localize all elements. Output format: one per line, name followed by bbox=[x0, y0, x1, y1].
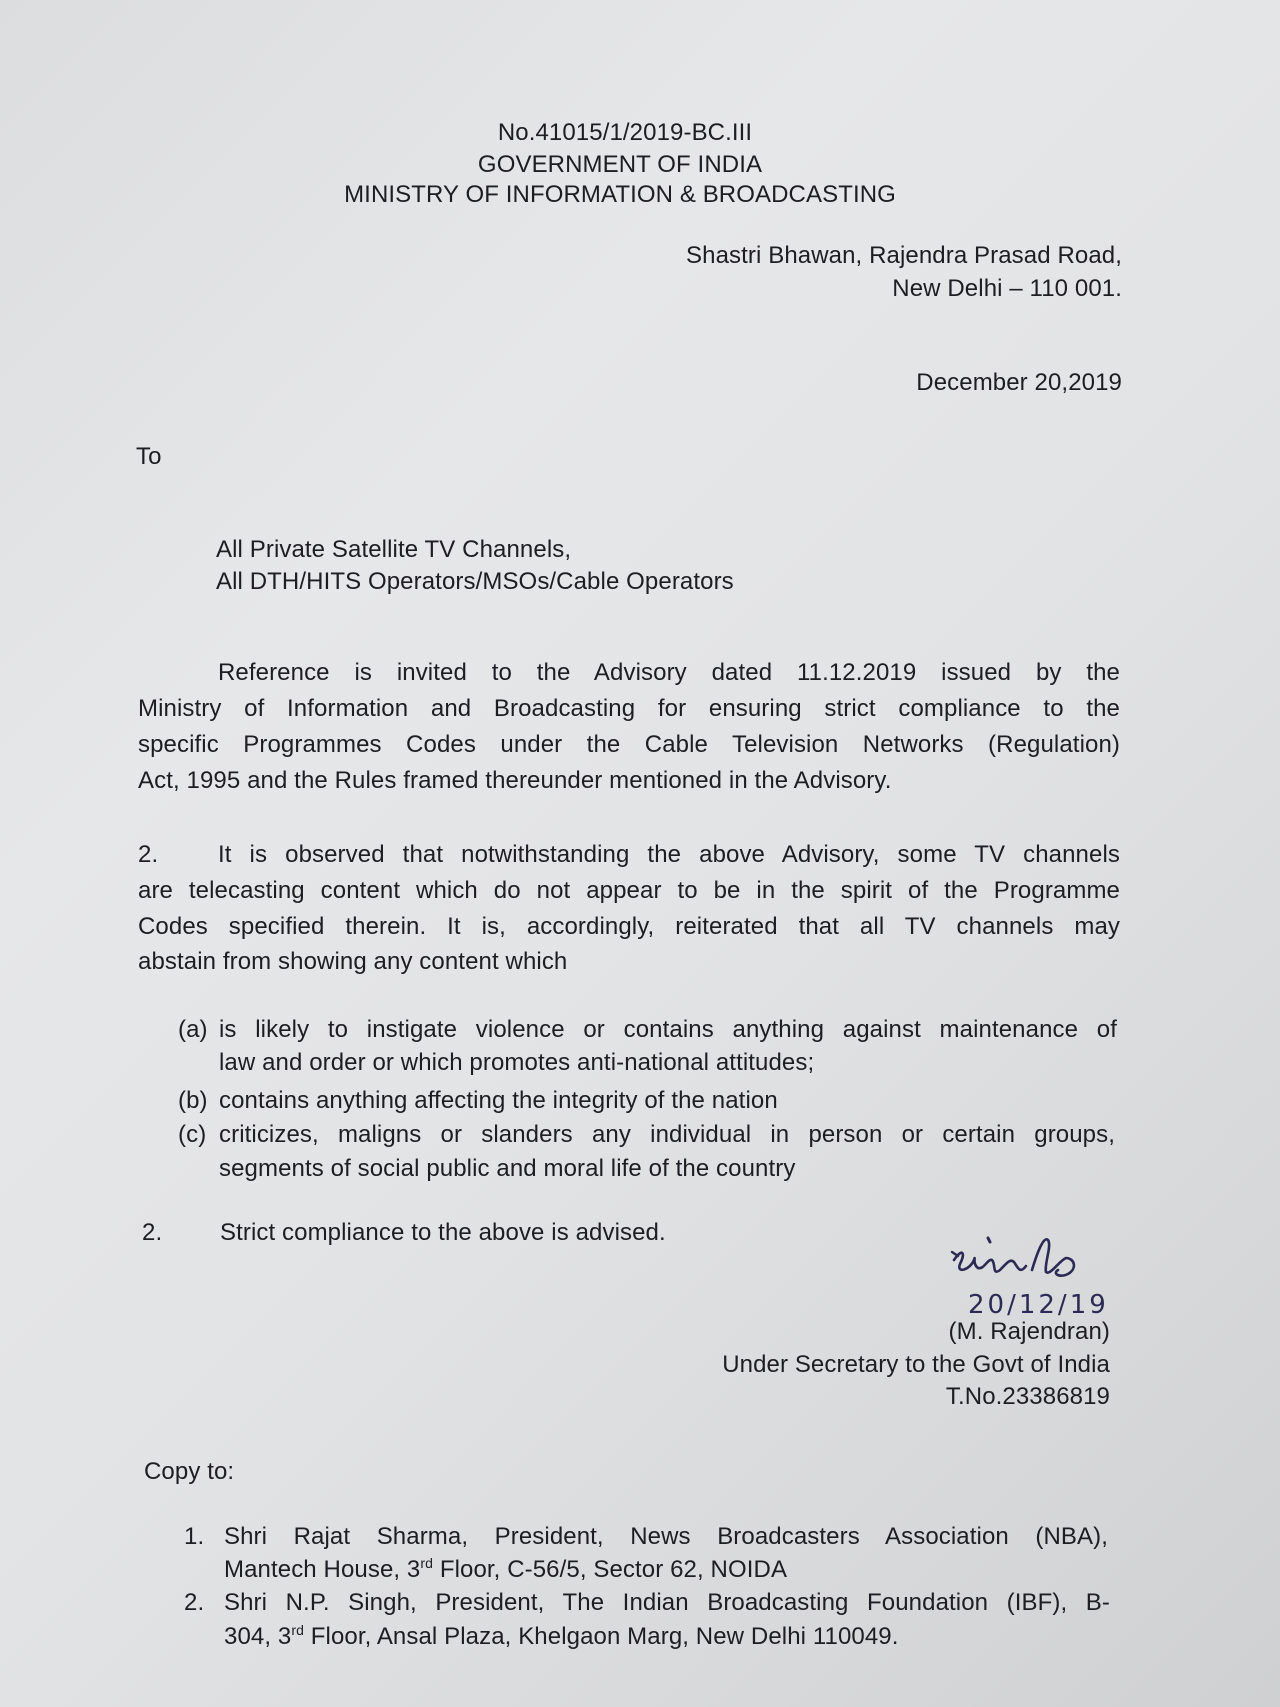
clause-a-label: (a) bbox=[178, 1016, 208, 1043]
letter-date: December 20,2019 bbox=[916, 369, 1122, 396]
copy-item-1-number: 1. bbox=[184, 1523, 205, 1550]
para1-line-4: Act, 1995 and the Rules framed thereunder mentioned in the Advisory. bbox=[138, 767, 892, 794]
clause-b-line-1: contains anything affecting the integrity of the nation bbox=[219, 1087, 778, 1114]
address-line-1: Shastri Bhawan, Rajendra Prasad Road, bbox=[686, 242, 1122, 269]
copy-item-2-line-2: 304, 3rd Floor, Ansal Plaza, Khelgaon Marg, New Delhi 110049. bbox=[224, 1622, 899, 1650]
signatory-phone: T.No.23386819 bbox=[945, 1383, 1110, 1410]
handwritten-date: 20/12/19 bbox=[968, 1290, 1109, 1320]
para2-number: 2. bbox=[138, 841, 159, 868]
government-heading: GOVERNMENT OF INDIA bbox=[477, 151, 763, 178]
file-number: No.41015/1/2019-BC.III bbox=[497, 119, 753, 146]
copy-item-2-number: 2. bbox=[184, 1589, 205, 1616]
signatory-designation: Under Secretary to the Govt of India bbox=[722, 1351, 1110, 1378]
copy-item-1-line-2: Mantech House, 3rd Floor, C-56/5, Sector 62, NOIDA bbox=[224, 1555, 788, 1583]
para3-text: Strict compliance to the above is advised. bbox=[220, 1219, 666, 1246]
clause-b-label: (b) bbox=[178, 1087, 208, 1114]
para1-line-3: specific Programmes Codes under the Cable Television Networks (Regulation) bbox=[138, 731, 1120, 758]
signatory-name: (M. Rajendran) bbox=[948, 1318, 1110, 1345]
clause-c-line-1: criticizes, maligns or slanders any individual in person or certain groups, bbox=[219, 1121, 1115, 1148]
clause-a-line-1: is likely to instigate violence or contains anything against maintenance of bbox=[219, 1016, 1117, 1043]
clause-a-line-2: law and order or which promotes anti-national attitudes; bbox=[219, 1049, 815, 1076]
para1-line-1: Reference is invited to the Advisory dated 11.12.2019 issued by the bbox=[218, 659, 1120, 686]
address-line-2: New Delhi – 110 001. bbox=[892, 275, 1122, 302]
para3-number: 2. bbox=[142, 1219, 163, 1246]
clause-c-line-2: segments of social public and moral life of the country bbox=[219, 1155, 796, 1182]
clause-c-label: (c) bbox=[178, 1121, 207, 1148]
para1-line-2: Ministry of Information and Broadcasting for ensuring strict compliance to the bbox=[138, 695, 1120, 722]
para2-line-4: abstain from showing any content which bbox=[138, 948, 568, 975]
copy-item-2-line-1: Shri N.P. Singh, President, The Indian Broadcasting Foundation (IBF), B- bbox=[224, 1589, 1110, 1616]
para2-line-3: Codes specified therein. It is, accordingly, reiterated that all TV channels may bbox=[138, 913, 1120, 940]
recipient-line-2: All DTH/HITS Operators/MSOs/Cable Operators bbox=[216, 568, 734, 595]
copy-to-label: Copy to: bbox=[144, 1458, 235, 1485]
para2-line-2: are telecasting content which do not appear to be in the spirit of the Programme bbox=[138, 877, 1120, 904]
to-label: To bbox=[136, 443, 162, 470]
ministry-heading: MINISTRY OF INFORMATION & BROADCASTING bbox=[344, 181, 896, 208]
para2-line-1: It is observed that notwithstanding the above Advisory, some TV channels bbox=[218, 841, 1120, 868]
recipient-line-1: All Private Satellite TV Channels, bbox=[216, 536, 572, 563]
copy-item-1-line-1: Shri Rajat Sharma, President, News Broadcasters Association (NBA), bbox=[224, 1523, 1108, 1550]
